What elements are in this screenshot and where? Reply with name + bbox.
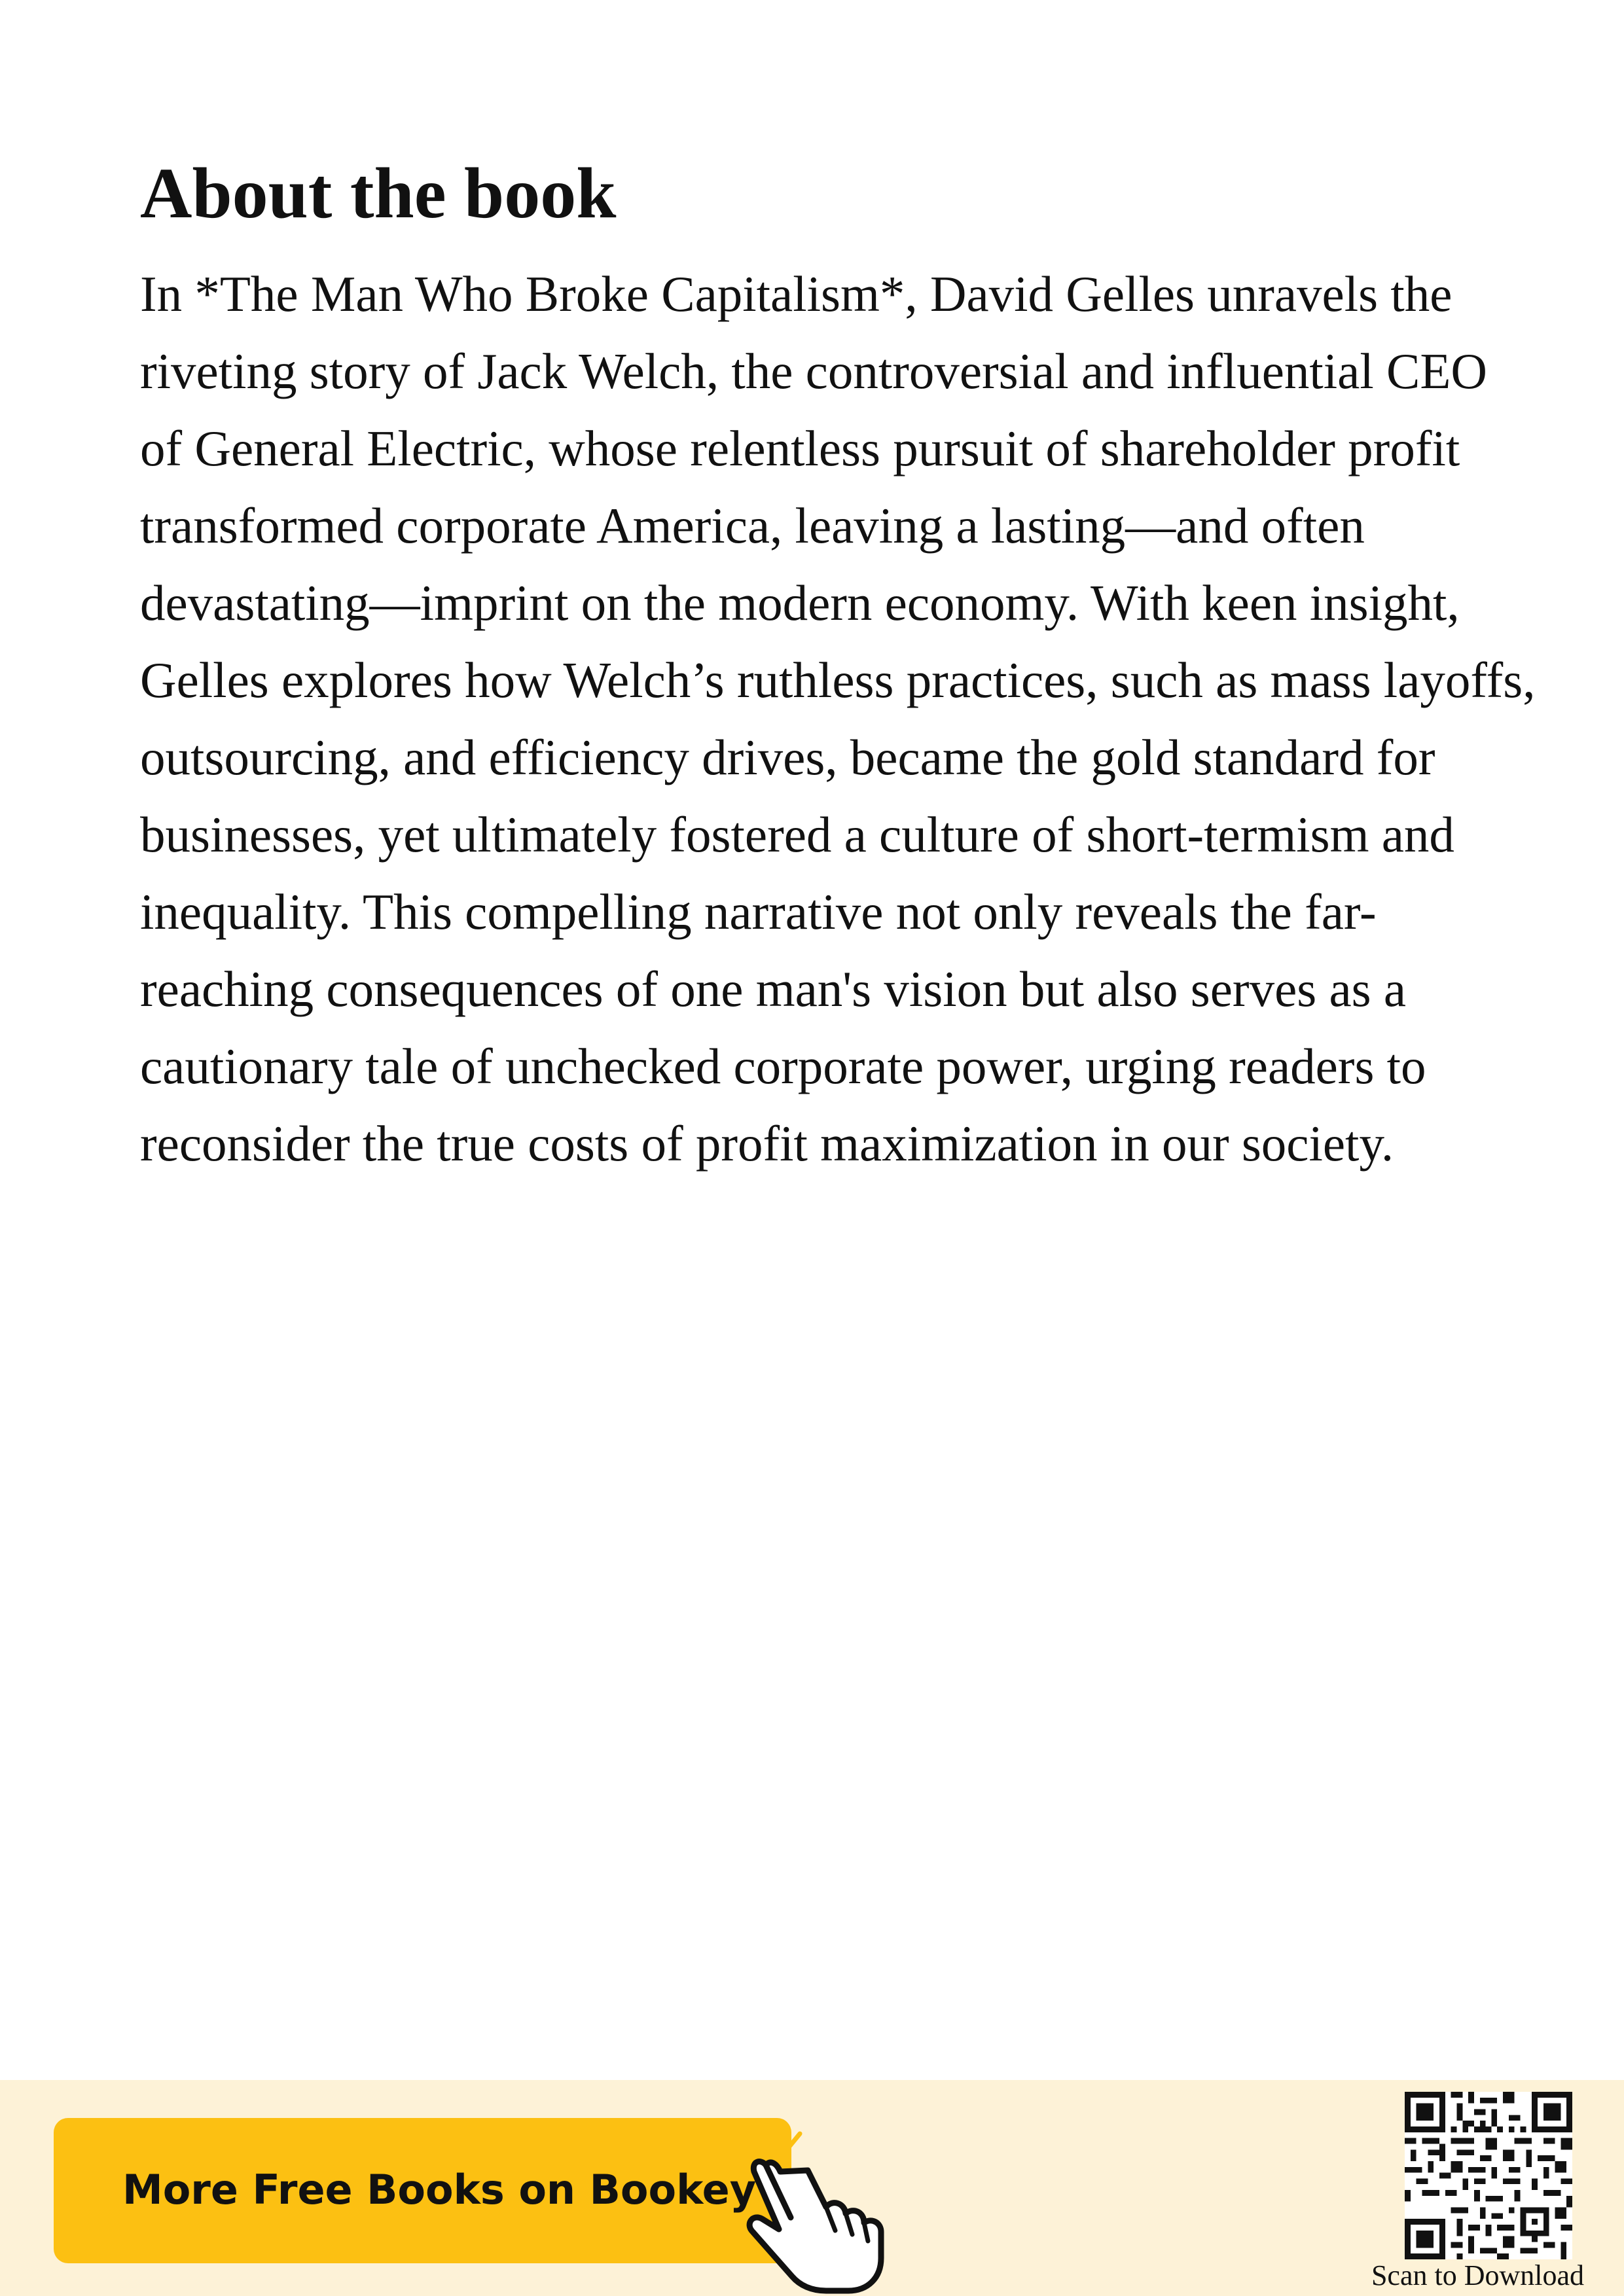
about-section [140, 151, 1541, 1182]
more-free-books-button[interactable] [54, 2118, 791, 2263]
pointing-hand-icon[interactable] [720, 2119, 890, 2295]
qr-caption: Scan to Download [1371, 2259, 1584, 2291]
book-description: In *The Man Who Broke Capitalism*, David Gelles unravels the riveting story of Jack Welch, the controversial and influential CEO of General Electric, whose relentless pursuit of shareholder profit transformed corporate America, leaving a lasting—and often devastating—imprint on the modern economy. With keen insight, Gelles explores how Welch’s ruthless practices, such as mass layoffs, outsourcing, and efficiency drives, became the gold standard for businesses, yet ultimately fostered a culture of short-termism and inequality. This compelling narrative not only reveals the far-reaching consequences of one man's vision but also serves as a cautionary tale of unchecked corporate power, urging readers to reconsider the true costs of profit maximization in our society. [140, 266, 1536, 1172]
more-free-books-label: More Free Books on Bookey [122, 2166, 757, 2214]
section-heading: About the book [140, 153, 617, 233]
qr-code-icon [1405, 2092, 1572, 2259]
